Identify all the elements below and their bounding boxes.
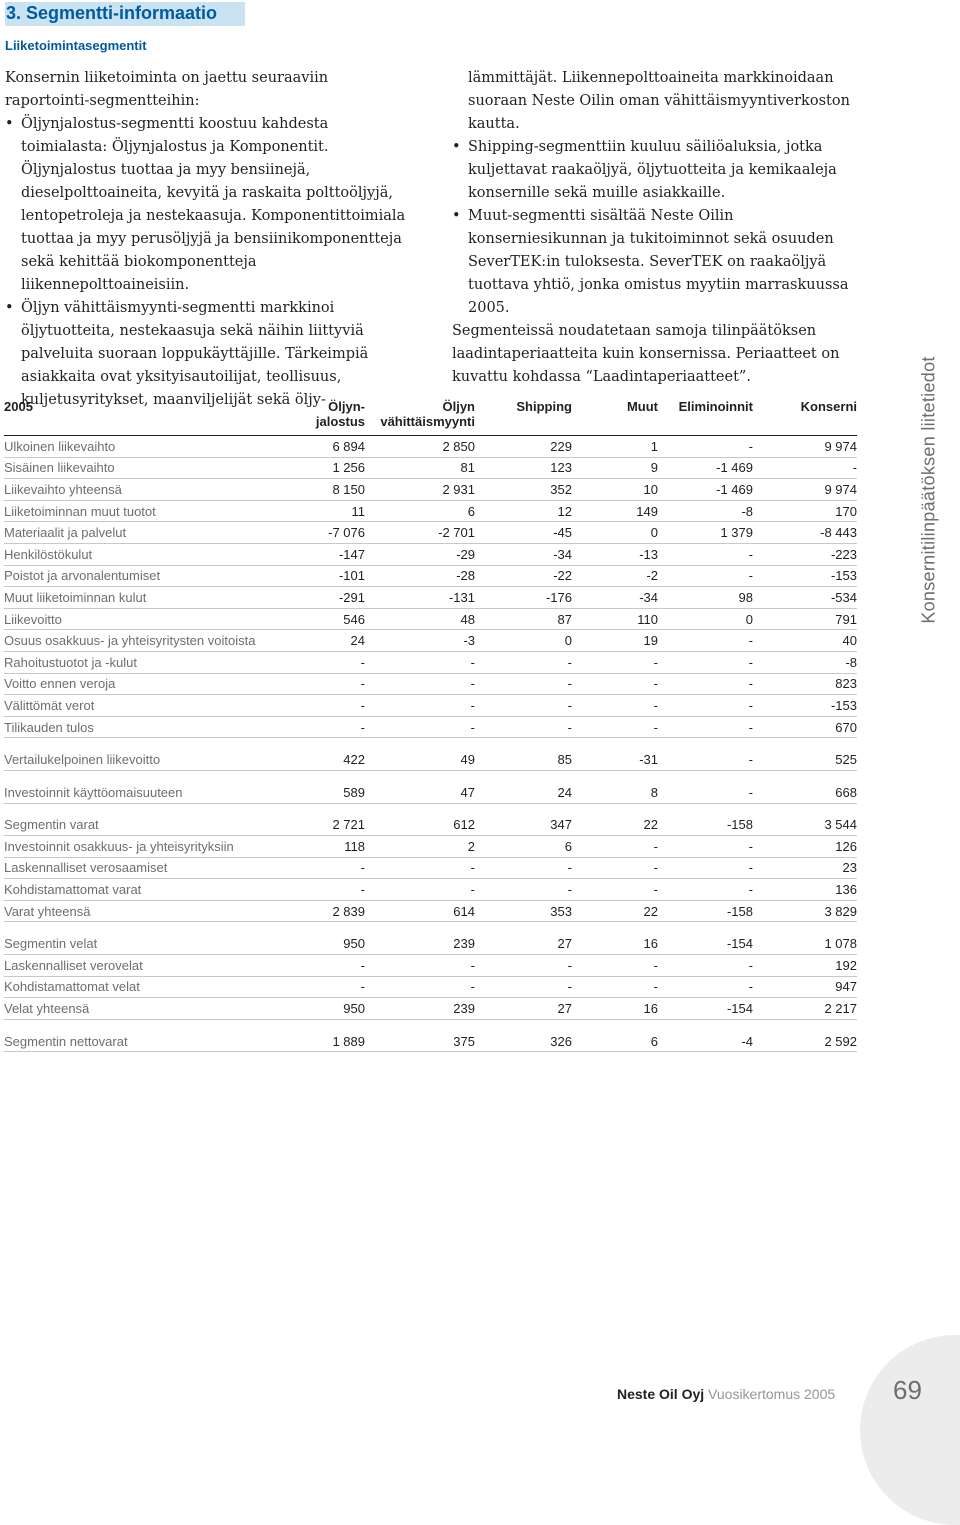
value-cell: - <box>658 565 753 587</box>
table-row <box>4 565 857 587</box>
value-cell: -154 <box>658 998 753 1020</box>
row-label: Velat yhteensä <box>4 998 278 1020</box>
value-cell: - <box>278 955 365 977</box>
value-cell: - <box>572 716 658 738</box>
value-cell: 6 <box>475 836 572 858</box>
row-label: Liikevoitto <box>4 608 278 630</box>
value-cell: - <box>475 673 572 695</box>
value-cell: - <box>658 976 753 998</box>
value-cell: 16 <box>572 933 658 954</box>
row-label: Liiketoiminnan muut tuotot <box>4 500 278 522</box>
bullet-icon: • <box>452 208 461 224</box>
value-cell: 192 <box>753 955 857 977</box>
value-cell: - <box>658 673 753 695</box>
value-cell: 126 <box>753 836 857 858</box>
table-row <box>4 716 857 738</box>
row-label: Ulkoinen liikevaihto <box>4 436 278 458</box>
closing-paragraph: Segmenteissä noudatetaan samoja tilinpäätöksen laadintaperiaatteita kuin konsernissa. Periaatteet on kuvattu kohdassa “Laadintaperiaatteet”. <box>452 323 840 385</box>
row-label: Sisäinen liikevaihto <box>4 457 278 479</box>
value-cell: 614 <box>365 900 475 922</box>
spacer-cell <box>4 803 857 815</box>
value-cell: 23 <box>753 857 857 879</box>
value-cell: 27 <box>475 998 572 1020</box>
text-column-right <box>452 67 857 389</box>
row-label: Investoinnit käyttöomaisuuteen <box>4 782 278 803</box>
value-cell: -31 <box>572 749 658 770</box>
value-cell: 48 <box>365 608 475 630</box>
value-cell: 8 150 <box>278 479 365 501</box>
value-cell: -147 <box>278 543 365 565</box>
value-cell: - <box>365 976 475 998</box>
value-cell: 9 <box>572 457 658 479</box>
bullet-text: Öljynjalostus-segmentti koostuu kahdesta toimialasta: Öljynjalostus ja Komponentit. Öljynjalostus tuottaa ja myy bensiinejä, dieselpolttoaineita, kevyitä ja raskaita polttoöljyjä, lentopetroleja ja nestekaasuja. Komponentittoimiala tuottaa ja myy perusöljyjä ja bensiinikomponentteja sekä kehittää biokomponentteja liikennepolttoaineisiin. <box>21 116 406 293</box>
bullet-text: Muut-segmentti sisältää Neste Oilin konserniesikunnan ja tukitoiminnot sekä osuuden SeverTEK:in tuloksesta. SeverTEK on raakaöljyä tuottava yhtiö, jonka omistus myytiin marraskuussa 2005. <box>468 208 849 316</box>
value-cell: - <box>278 651 365 673</box>
value-cell: 6 <box>572 1031 658 1052</box>
row-label: Kohdistamattomat velat <box>4 976 278 998</box>
value-cell: -158 <box>658 815 753 836</box>
row-label: Välittömät verot <box>4 695 278 717</box>
footer-report: Vuosikertomus 2005 <box>708 1386 836 1402</box>
value-cell: 326 <box>475 1031 572 1052</box>
value-cell: 27 <box>475 933 572 954</box>
value-cell: 1 078 <box>753 933 857 954</box>
value-cell: -291 <box>278 587 365 609</box>
value-cell: 9 974 <box>753 479 857 501</box>
intro-paragraph: Konsernin liiketoiminta on jaettu seuraaviin raportointi-segmentteihin: <box>5 70 329 109</box>
value-cell: 6 <box>365 500 475 522</box>
value-cell: 22 <box>572 815 658 836</box>
value-cell: - <box>278 879 365 901</box>
value-cell: -153 <box>753 695 857 717</box>
value-cell: -1 469 <box>658 479 753 501</box>
bullet-item <box>452 136 857 205</box>
row-label: Segmentin nettovarat <box>4 1031 278 1052</box>
table-row <box>4 522 857 544</box>
table-row <box>4 857 857 879</box>
value-cell: -45 <box>475 522 572 544</box>
value-cell: - <box>365 955 475 977</box>
value-cell: -3 <box>365 630 475 652</box>
value-cell: - <box>658 955 753 977</box>
value-cell: - <box>658 543 753 565</box>
value-cell: 12 <box>475 500 572 522</box>
spacer-cell <box>4 1019 857 1031</box>
column-header-year: 2005 <box>4 397 278 436</box>
table-body <box>4 436 857 1052</box>
value-cell: -2 701 <box>365 522 475 544</box>
row-label: Segmentin varat <box>4 815 278 836</box>
column-header-eliminations: Eliminoinnit <box>658 397 753 436</box>
value-cell: 6 894 <box>278 436 365 458</box>
bullet-icon: • <box>452 139 461 155</box>
column-header-retail: Öljyn vähittäismyynti <box>365 397 475 436</box>
value-cell: - <box>365 695 475 717</box>
row-label: Liikevaihto yhteensä <box>4 479 278 501</box>
value-cell: - <box>658 651 753 673</box>
table-row <box>4 500 857 522</box>
value-cell: - <box>365 673 475 695</box>
value-cell: - <box>572 976 658 998</box>
value-cell: 422 <box>278 749 365 770</box>
table-row <box>4 976 857 998</box>
value-cell: 118 <box>278 836 365 858</box>
value-cell: -2 <box>572 565 658 587</box>
value-cell: 8 <box>572 782 658 803</box>
value-cell: -158 <box>658 900 753 922</box>
value-cell: - <box>658 836 753 858</box>
continuation-paragraph: lämmittäjät. Liikennepolttoaineita markkinoidaan suoraan Neste Oilin oman vähittäismyyntiverkoston kautta. <box>468 70 850 132</box>
value-cell: -131 <box>365 587 475 609</box>
section-title: 3. Segmentti-informaatio <box>6 3 218 23</box>
bullet-text: Öljyn vähittäismyynti-segmentti markkinoi öljytuotteita, nestekaasuja sekä näihin liittyviä palveluita suoraan loppukäyttäjille. Tärkeimpiä asiakkaita ovat yksityisautoilijat, teollisuus, kuljetusyritykset, maanviljelijät sekä öljy- <box>21 300 369 408</box>
row-label: Osuus osakkuus- ja yhteisyritysten voitoista <box>4 630 278 652</box>
value-cell: -8 <box>753 651 857 673</box>
value-cell: 239 <box>365 998 475 1020</box>
value-cell: 2 839 <box>278 900 365 922</box>
value-cell: 950 <box>278 933 365 954</box>
value-cell: 24 <box>475 782 572 803</box>
column-header-refining: Öljyn- jalostus <box>278 397 365 436</box>
value-cell: 1 <box>572 436 658 458</box>
value-cell: 98 <box>658 587 753 609</box>
value-cell: 22 <box>572 900 658 922</box>
page-number: 69 <box>893 1375 922 1405</box>
value-cell: -153 <box>753 565 857 587</box>
value-cell: 85 <box>475 749 572 770</box>
value-cell: -1 469 <box>658 457 753 479</box>
value-cell: 947 <box>753 976 857 998</box>
value-cell: 3 544 <box>753 815 857 836</box>
bullet-icon: • <box>5 300 14 316</box>
value-cell: -534 <box>753 587 857 609</box>
value-cell: 2 721 <box>278 815 365 836</box>
value-cell: 950 <box>278 998 365 1020</box>
table-row <box>4 879 857 901</box>
value-cell: 11 <box>278 500 365 522</box>
value-cell: 81 <box>365 457 475 479</box>
value-cell: - <box>658 879 753 901</box>
value-cell: -8 443 <box>753 522 857 544</box>
table-row <box>4 998 857 1020</box>
table-group-spacer <box>4 803 857 815</box>
value-cell: - <box>365 651 475 673</box>
value-cell: - <box>658 749 753 770</box>
table-row <box>4 651 857 673</box>
value-cell: -34 <box>475 543 572 565</box>
value-cell: -8 <box>658 500 753 522</box>
value-cell: 239 <box>365 933 475 954</box>
table-group-spacer <box>4 922 857 934</box>
value-cell: -34 <box>572 587 658 609</box>
value-cell: 10 <box>572 479 658 501</box>
row-label: Investoinnit osakkuus- ja yhteisyrityksiin <box>4 836 278 858</box>
value-cell: 19 <box>572 630 658 652</box>
value-cell: - <box>475 695 572 717</box>
value-cell: 87 <box>475 608 572 630</box>
table-row <box>4 608 857 630</box>
value-cell: 3 829 <box>753 900 857 922</box>
row-label: Vertailukelpoinen liikevoitto <box>4 749 278 770</box>
table-row <box>4 836 857 858</box>
value-cell: - <box>572 955 658 977</box>
value-cell: -154 <box>658 933 753 954</box>
table-row <box>4 587 857 609</box>
value-cell: - <box>475 955 572 977</box>
value-cell: 0 <box>475 630 572 652</box>
value-cell: 612 <box>365 815 475 836</box>
value-cell: - <box>475 857 572 879</box>
row-label: Materiaalit ja palvelut <box>4 522 278 544</box>
value-cell: 136 <box>753 879 857 901</box>
value-cell: - <box>365 716 475 738</box>
value-cell: 2 217 <box>753 998 857 1020</box>
table-row <box>4 436 857 458</box>
value-cell: - <box>572 879 658 901</box>
row-label: Segmentin velat <box>4 933 278 954</box>
value-cell: - <box>278 673 365 695</box>
table-row <box>4 1031 857 1052</box>
value-cell: - <box>278 976 365 998</box>
value-cell: -29 <box>365 543 475 565</box>
bullet-icon: • <box>5 116 14 132</box>
value-cell: - <box>572 651 658 673</box>
value-cell: 2 592 <box>753 1031 857 1052</box>
bullet-item <box>452 205 857 320</box>
value-cell: -223 <box>753 543 857 565</box>
value-cell: - <box>572 695 658 717</box>
table-row <box>4 479 857 501</box>
row-label: Rahoitustuotot ja -kulut <box>4 651 278 673</box>
table-row <box>4 900 857 922</box>
value-cell: -176 <box>475 587 572 609</box>
row-label: Poistot ja arvonalentumiset <box>4 565 278 587</box>
value-cell: 24 <box>278 630 365 652</box>
table-row <box>4 815 857 836</box>
table-row <box>4 749 857 770</box>
value-cell: 589 <box>278 782 365 803</box>
value-cell: 47 <box>365 782 475 803</box>
row-label: Laskennalliset verosaamiset <box>4 857 278 879</box>
value-cell: - <box>572 673 658 695</box>
row-label: Voitto ennen veroja <box>4 673 278 695</box>
value-cell: - <box>475 651 572 673</box>
section-subtitle: Liiketoimintasegmentit <box>5 38 147 53</box>
value-cell: 670 <box>753 716 857 738</box>
value-cell: - <box>365 857 475 879</box>
value-cell: - <box>572 857 658 879</box>
bullet-item <box>5 297 415 412</box>
value-cell: 0 <box>572 522 658 544</box>
section-title-band <box>5 2 245 26</box>
value-cell: 791 <box>753 608 857 630</box>
value-cell: 1 379 <box>658 522 753 544</box>
value-cell: - <box>658 695 753 717</box>
page-corner-decoration <box>860 1335 960 1525</box>
value-cell: 375 <box>365 1031 475 1052</box>
value-cell: - <box>475 716 572 738</box>
value-cell: 1 256 <box>278 457 365 479</box>
spacer-cell <box>4 770 857 782</box>
row-label: Tilikauden tulos <box>4 716 278 738</box>
text-column-left <box>5 67 415 412</box>
value-cell: -101 <box>278 565 365 587</box>
value-cell: 170 <box>753 500 857 522</box>
table-group-spacer <box>4 770 857 782</box>
value-cell: - <box>278 695 365 717</box>
value-cell: - <box>365 879 475 901</box>
side-tab <box>916 330 942 650</box>
bullet-text: Shipping-segmenttiin kuuluu säiliöaluksia, jotka kuljettavat raakaöljyä, öljytuotteita ja kemikaaleja konsernille sekä muille asiakkaille. <box>468 139 837 201</box>
value-cell: 546 <box>278 608 365 630</box>
value-cell: - <box>658 630 753 652</box>
table-row <box>4 933 857 954</box>
row-label: Laskennalliset verovelat <box>4 955 278 977</box>
value-cell: - <box>753 457 857 479</box>
side-tab-label: Konsernitilinpäätöksen liitetiedot <box>918 356 939 624</box>
value-cell: -13 <box>572 543 658 565</box>
value-cell: - <box>658 857 753 879</box>
value-cell: 823 <box>753 673 857 695</box>
table-row <box>4 630 857 652</box>
column-header-group: Konserni <box>753 397 857 436</box>
row-label: Kohdistamattomat varat <box>4 879 278 901</box>
value-cell: 16 <box>572 998 658 1020</box>
table-row <box>4 695 857 717</box>
column-header-other: Muut <box>572 397 658 436</box>
table-row <box>4 543 857 565</box>
value-cell: 2 <box>365 836 475 858</box>
table-row <box>4 955 857 977</box>
value-cell: - <box>658 782 753 803</box>
value-cell: 40 <box>753 630 857 652</box>
value-cell: 668 <box>753 782 857 803</box>
value-cell: 525 <box>753 749 857 770</box>
table-row <box>4 457 857 479</box>
row-label: Varat yhteensä <box>4 900 278 922</box>
value-cell: 353 <box>475 900 572 922</box>
value-cell: 229 <box>475 436 572 458</box>
value-cell: 9 974 <box>753 436 857 458</box>
value-cell: -7 076 <box>278 522 365 544</box>
value-cell: - <box>475 879 572 901</box>
value-cell: 352 <box>475 479 572 501</box>
value-cell: -28 <box>365 565 475 587</box>
value-cell: - <box>278 716 365 738</box>
value-cell: - <box>278 857 365 879</box>
table-row <box>4 782 857 803</box>
value-cell: 110 <box>572 608 658 630</box>
spacer-cell <box>4 738 857 750</box>
bullet-item <box>5 113 415 297</box>
value-cell: 149 <box>572 500 658 522</box>
value-cell: - <box>658 436 753 458</box>
footer <box>617 1386 835 1402</box>
value-cell: -4 <box>658 1031 753 1052</box>
value-cell: 123 <box>475 457 572 479</box>
value-cell: 0 <box>658 608 753 630</box>
bullet-list-left <box>5 113 415 412</box>
segment-table <box>4 397 857 1052</box>
value-cell: - <box>572 836 658 858</box>
table-group-spacer <box>4 738 857 750</box>
value-cell: 2 931 <box>365 479 475 501</box>
value-cell: - <box>475 976 572 998</box>
row-label: Muut liiketoiminnan kulut <box>4 587 278 609</box>
table-header-row <box>4 397 857 436</box>
spacer-cell <box>4 922 857 934</box>
column-header-shipping: Shipping <box>475 397 572 436</box>
footer-company: Neste Oil Oyj <box>617 1386 705 1402</box>
bullet-list-right <box>452 136 857 320</box>
value-cell: 2 850 <box>365 436 475 458</box>
value-cell: -22 <box>475 565 572 587</box>
value-cell: 1 889 <box>278 1031 365 1052</box>
value-cell: - <box>658 716 753 738</box>
value-cell: 347 <box>475 815 572 836</box>
table-group-spacer <box>4 1019 857 1031</box>
row-label: Henkilöstökulut <box>4 543 278 565</box>
value-cell: 49 <box>365 749 475 770</box>
table-row <box>4 673 857 695</box>
